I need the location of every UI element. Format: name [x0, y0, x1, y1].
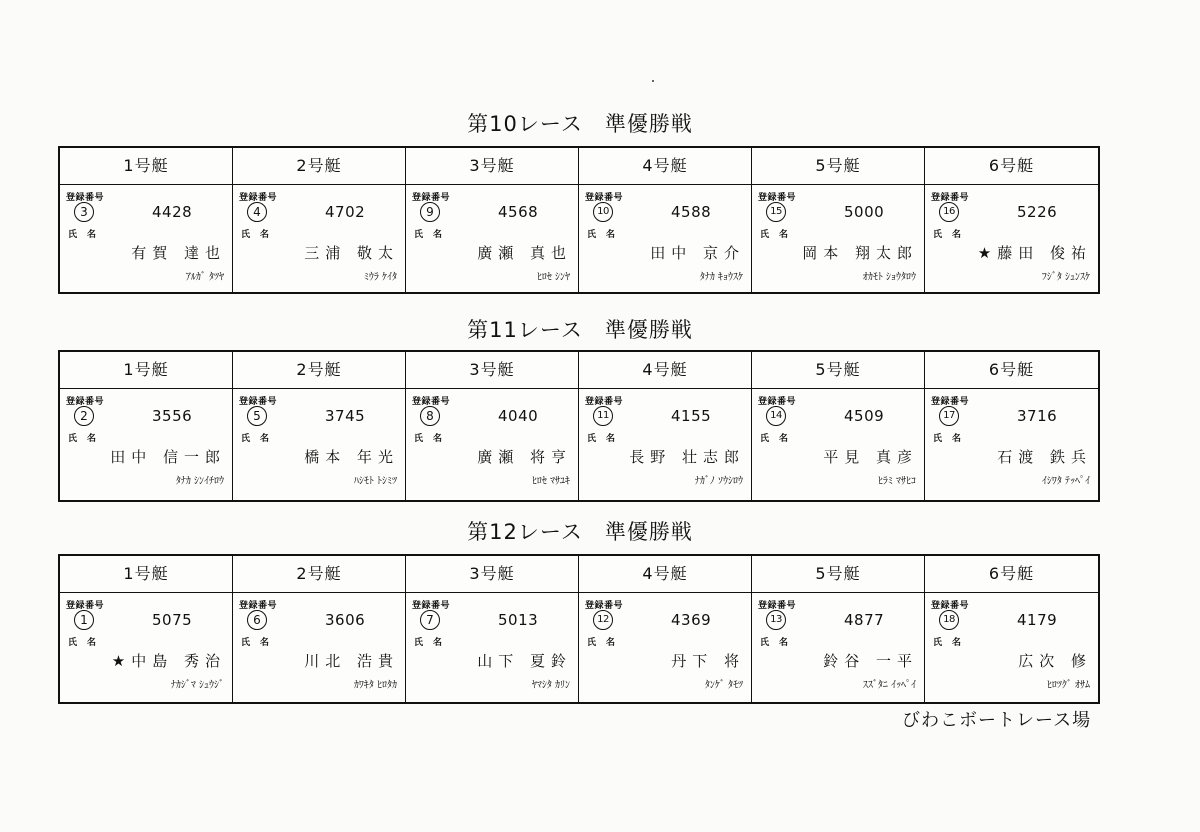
boat-cell	[60, 556, 233, 702]
racer-kana: ﾋﾛｾ ﾏｻﾕｷ	[531, 476, 570, 487]
registration-label: 登録番号	[758, 193, 797, 203]
racer-name: ★藤田 俊祐	[977, 244, 1092, 262]
registration-number: 4568	[498, 203, 539, 221]
boat-cell	[233, 148, 406, 292]
registration-number: 5000	[844, 203, 885, 221]
entry-circle-number: 17	[939, 406, 959, 426]
racer-kana: ﾅｶｼﾞﾏ ｼｭｳｼﾞ	[170, 680, 224, 691]
registration-label: 登録番号	[758, 601, 797, 611]
racer-kana: ﾌｼﾞﾀ ｼｭﾝｽｹ	[1041, 272, 1090, 283]
entry-circle-number: 16	[939, 202, 959, 222]
registration-number: 3556	[152, 407, 193, 425]
boat-cell	[579, 352, 752, 500]
registration-label: 登録番号	[412, 397, 451, 407]
entry-circle-number: 3	[74, 202, 94, 222]
racer-name: 三浦 敬太	[304, 244, 399, 262]
registration-number: 4369	[671, 611, 712, 629]
registration-label: 登録番号	[239, 601, 278, 611]
racer-name: 田中 信一郎	[110, 448, 226, 466]
registration-number: 4428	[152, 203, 193, 221]
racer-name: 山下 夏鈴	[477, 652, 572, 670]
racer-kana: ﾊｼﾓﾄ ﾄｼﾐﾂ	[353, 476, 397, 487]
racer-name: 廣瀬 将亨	[477, 448, 572, 466]
boat-cell	[233, 556, 406, 702]
race-title: 第11レース 準優勝戦	[467, 318, 693, 342]
boat-cell	[752, 556, 925, 702]
registration-label: 登録番号	[412, 193, 451, 203]
boat-cell	[752, 148, 925, 292]
boat-number-header: 1号艇	[60, 148, 232, 185]
name-label: 氏名	[68, 434, 107, 444]
racer-kana: ﾐｳﾗ ｹｲﾀ	[363, 272, 397, 283]
registration-label: 登録番号	[66, 397, 105, 407]
name-label: 氏名	[587, 434, 626, 444]
racer-kana: ｵｶﾓﾄ ｼｮｳﾀﾛｳ	[862, 272, 916, 283]
name-label: 氏名	[587, 230, 626, 240]
entry-circle-number: 7	[420, 610, 440, 630]
boat-number-header: 2号艇	[233, 556, 405, 593]
boat-number-header: 4号艇	[579, 352, 751, 389]
registration-number: 4588	[671, 203, 712, 221]
registration-label: 登録番号	[585, 601, 624, 611]
registration-label: 登録番号	[585, 193, 624, 203]
boat-cell	[925, 352, 1098, 500]
registration-number: 3745	[325, 407, 366, 425]
registration-number: 5075	[152, 611, 193, 629]
boat-cell	[925, 556, 1098, 702]
name-label: 氏名	[241, 638, 280, 648]
entry-circle-number: 1	[74, 610, 94, 630]
racer-kana: ﾅｶﾞﾉ ｿｳｼﾛｳ	[694, 476, 743, 487]
boat-number-header: 4号艇	[579, 556, 751, 593]
name-label: 氏名	[933, 230, 972, 240]
entry-circle-number: 5	[247, 406, 267, 426]
entry-circle-number: 2	[74, 406, 94, 426]
venue-name: びわこボートレース場	[902, 710, 1092, 731]
racer-name: 広次 修	[1018, 652, 1092, 670]
boat-cell	[233, 352, 406, 500]
registration-label: 登録番号	[239, 193, 278, 203]
entry-circle-number: 14	[766, 406, 786, 426]
boat-cell	[60, 352, 233, 500]
registration-label: 登録番号	[412, 601, 451, 611]
registration-number: 4702	[325, 203, 366, 221]
entry-circle-number: 10	[593, 202, 613, 222]
boat-cell	[406, 352, 579, 500]
racer-name: 岡本 翔太郎	[802, 244, 918, 262]
entry-circle-number: 11	[593, 406, 613, 426]
entry-circle-number: 4	[247, 202, 267, 222]
race-table	[58, 146, 1100, 294]
registration-label: 登録番号	[931, 601, 970, 611]
name-label: 氏名	[414, 230, 453, 240]
boat-cell	[579, 556, 752, 702]
name-label: 氏名	[760, 638, 799, 648]
racer-kana: ﾋﾗﾐ ﾏｻﾋｺ	[877, 476, 916, 487]
racer-name: 廣瀬 真也	[477, 244, 572, 262]
racer-kana: ｱﾙｶﾞ ﾀﾂﾔ	[185, 272, 224, 283]
registration-label: 登録番号	[239, 397, 278, 407]
entry-circle-number: 13	[766, 610, 786, 630]
registration-label: 登録番号	[758, 397, 797, 407]
name-label: 氏名	[933, 638, 972, 648]
name-label: 氏名	[241, 230, 280, 240]
registration-label: 登録番号	[66, 601, 105, 611]
boat-number-header: 3号艇	[406, 352, 578, 389]
race-title: 第10レース 準優勝戦	[467, 112, 693, 136]
boat-cell	[752, 352, 925, 500]
racer-kana: ﾀﾅｶ ｷｮｳｽｹ	[699, 272, 743, 283]
entry-circle-number: 18	[939, 610, 959, 630]
name-label: 氏名	[68, 638, 107, 648]
race-table	[58, 554, 1100, 704]
registration-label: 登録番号	[585, 397, 624, 407]
racer-kana: ﾔﾏｼﾀ ｶﾘﾝ	[531, 680, 570, 691]
boat-number-header: 5号艇	[752, 352, 924, 389]
boat-cell	[406, 148, 579, 292]
entry-circle-number: 6	[247, 610, 267, 630]
registration-number: 4155	[671, 407, 712, 425]
boat-number-header: 1号艇	[60, 352, 232, 389]
registration-label: 登録番号	[931, 397, 970, 407]
racer-kana: ｲｼﾜﾀ ﾃｯﾍﾟｲ	[1041, 476, 1090, 487]
registration-number: 4877	[844, 611, 885, 629]
name-label: 氏名	[414, 638, 453, 648]
boat-cell	[406, 556, 579, 702]
racer-name: 長野 壮志郎	[629, 448, 745, 466]
boat-number-header: 3号艇	[406, 148, 578, 185]
racer-name: 平見 真彦	[823, 448, 918, 466]
racer-name: 石渡 鉄兵	[997, 448, 1092, 466]
registration-number: 3606	[325, 611, 366, 629]
boat-cell	[60, 148, 233, 292]
entry-circle-number: 9	[420, 202, 440, 222]
racer-kana: ﾋﾛﾂｸﾞ ｵｻﾑ	[1046, 680, 1090, 691]
racer-name: 川北 浩貴	[304, 652, 399, 670]
boat-number-header: 5号艇	[752, 148, 924, 185]
registration-number: 3716	[1017, 407, 1058, 425]
entry-circle-number: 8	[420, 406, 440, 426]
registration-number: 5013	[498, 611, 539, 629]
registration-label: 登録番号	[931, 193, 970, 203]
registration-number: 5226	[1017, 203, 1058, 221]
boat-number-header: 1号艇	[60, 556, 232, 593]
name-label: 氏名	[760, 230, 799, 240]
boat-number-header: 6号艇	[925, 148, 1098, 185]
name-label: 氏名	[587, 638, 626, 648]
racer-kana: ﾀﾅｶ ｼﾝｲﾁﾛｳ	[175, 476, 224, 487]
racer-kana: ﾋﾛｾ ｼﾝﾔ	[536, 272, 570, 283]
name-label: 氏名	[414, 434, 453, 444]
name-label: 氏名	[760, 434, 799, 444]
racer-name: 有賀 達也	[131, 244, 226, 262]
racer-name: 鈴谷 一平	[823, 652, 918, 670]
name-label: 氏名	[241, 434, 280, 444]
registration-number: 4179	[1017, 611, 1058, 629]
racer-name: 橋本 年光	[304, 448, 399, 466]
boat-cell	[925, 148, 1098, 292]
racer-name: ★中島 秀治	[111, 652, 226, 670]
paper-speck	[652, 80, 654, 82]
boat-number-header: 2号艇	[233, 352, 405, 389]
racer-kana: ｽｽﾞﾀﾆ ｲｯﾍﾟｲ	[862, 680, 916, 691]
racer-kana: ﾀﾝｹﾞ ﾀﾓﾂ	[704, 680, 743, 691]
entry-circle-number: 15	[766, 202, 786, 222]
boat-cell	[579, 148, 752, 292]
boat-number-header: 2号艇	[233, 148, 405, 185]
boat-number-header: 5号艇	[752, 556, 924, 593]
racer-kana: ｶﾜｷﾀ ﾋﾛﾀｶ	[353, 680, 397, 691]
racer-name: 田中 京介	[650, 244, 745, 262]
registration-number: 4509	[844, 407, 885, 425]
race-title: 第12レース 準優勝戦	[467, 520, 693, 544]
entry-circle-number: 12	[593, 610, 613, 630]
registration-label: 登録番号	[66, 193, 105, 203]
boat-number-header: 3号艇	[406, 556, 578, 593]
registration-number: 4040	[498, 407, 539, 425]
boat-number-header: 6号艇	[925, 352, 1098, 389]
boat-number-header: 6号艇	[925, 556, 1098, 593]
racer-name: 丹下 将	[671, 652, 745, 670]
boat-number-header: 4号艇	[579, 148, 751, 185]
race-table	[58, 350, 1100, 502]
name-label: 氏名	[933, 434, 972, 444]
name-label: 氏名	[68, 230, 107, 240]
